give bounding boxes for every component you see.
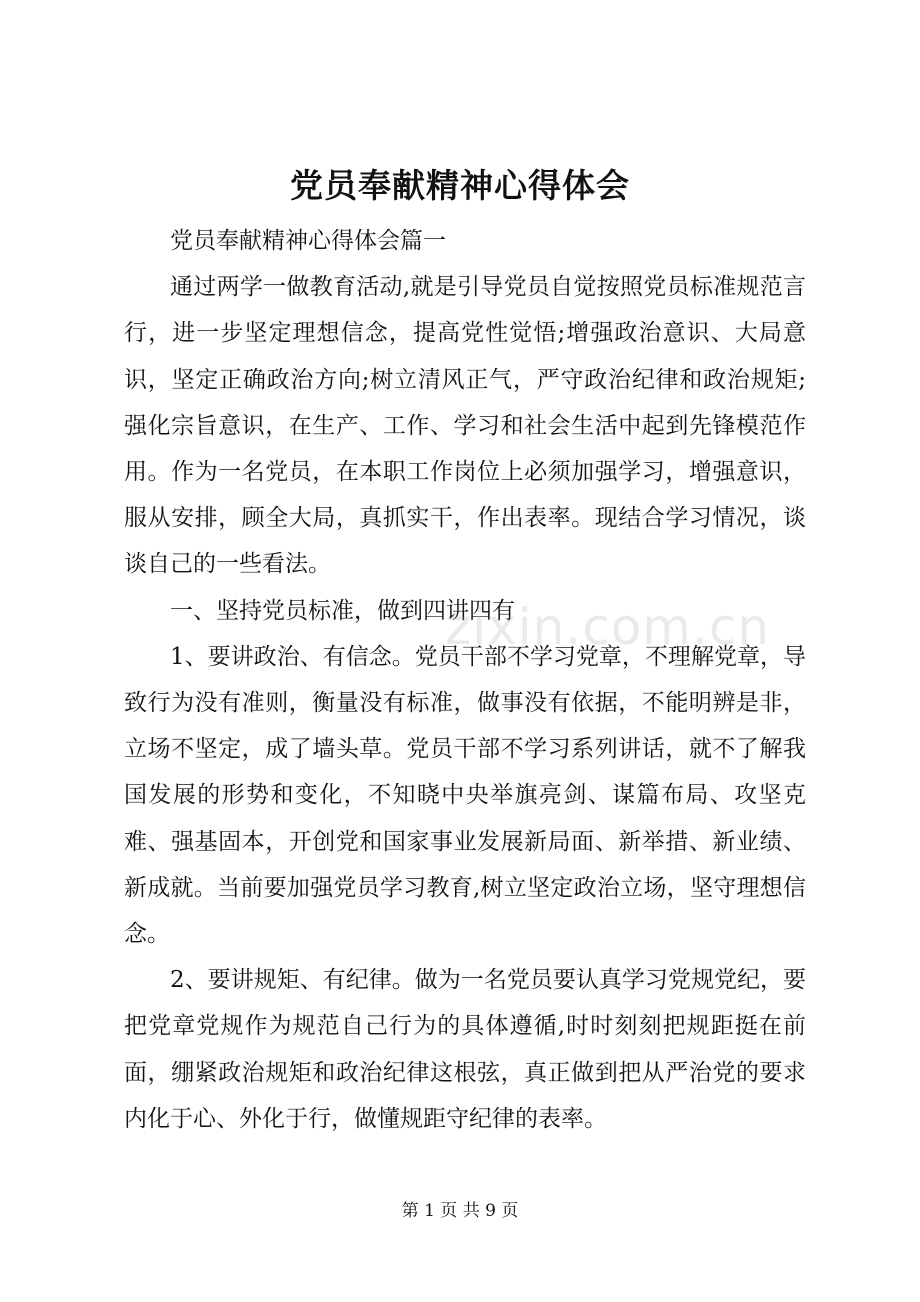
page-title: 党员奉献精神心得体会 bbox=[290, 166, 630, 205]
paragraph-heading-one: 一、坚持党员标准，做到四讲四有 bbox=[170, 597, 515, 624]
page-footer: 第 1 页 共 9 页 bbox=[401, 1201, 519, 1221]
document-body bbox=[124, 218, 806, 1142]
paragraph-point-two: 2、要讲规矩、有纪律。做为一名党员要认真学习党规党纪，要把党章党规作为规范自己行为的具体遵循,时时刻刻把规距挺在前面，绷紧政治规矩和政治纪律这根弦，真正做到把从严治党的要求内化于心、外化于行，做懂规距守纪律的表率。 bbox=[124, 967, 806, 1132]
watermark: zixin.com.cn bbox=[445, 598, 771, 656]
paragraph-intro: 通过两学一做教育活动,就是引导党员自觉按照党员标准规范言行，进一步坚定理想信念，提高党性觉悟;增强政治意识、大局意识，坚定正确政治方向;树立清风正气，严守政治纪律和政治规矩;强化宗旨意识，在生产、工作、学习和社会生活中起到先锋模范作用。作为一名党员，在本职工作岗位上必须加强学习，增强意识，服从安排，顾全大局，真抓实干，作出表率。现结合学习情况，谈谈自己的一些看法。 bbox=[124, 274, 806, 578]
paragraph-subtitle: 党员奉献精神心得体会篇一 bbox=[170, 228, 446, 254]
paragraph-point-one: 1、要讲政治、有信念。党员干部不学习党章，不理解党章，导致行为没有准则，衡量没有标准，做事没有依据，不能明辨是非，立场不坚定，成了墙头草。党员干部不学习系列讲话，就不了解我国发展的形势和变化，不知晓中央举旗亮剑、谋篇布局、攻坚克难、强基固本，开创党和国家事业发展新局面、新举措、新业绩、新成就。当前要加强党员学习教育,树立坚定政治立场，坚守理想信念。 bbox=[124, 643, 806, 948]
